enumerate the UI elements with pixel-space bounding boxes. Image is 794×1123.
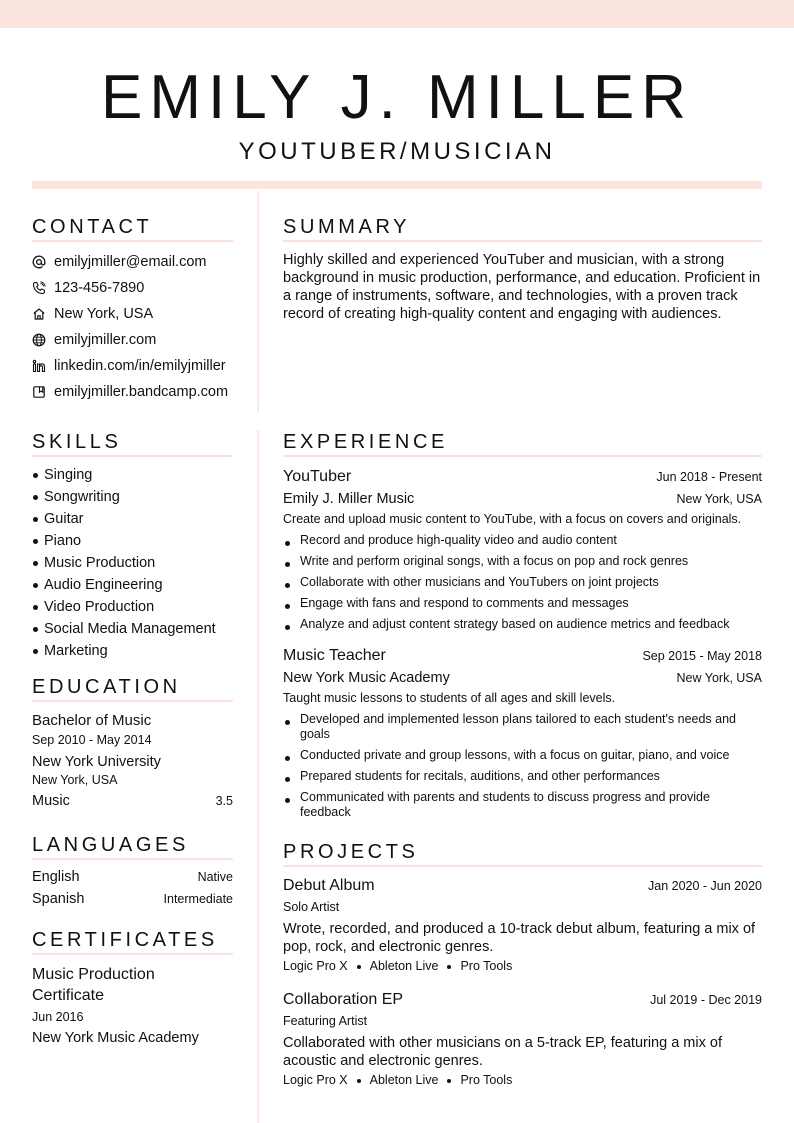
languages-title: LANGUAGES xyxy=(32,833,233,860)
skill-item: Social Media Management xyxy=(32,618,233,640)
job-bullet: Record and produce high-quality video and audio content xyxy=(283,533,762,548)
job-dates: Jun 2018 - Present xyxy=(656,470,762,484)
job-bullet: Engage with fans and respond to comments and messages xyxy=(283,596,762,611)
job-location: New York, USA xyxy=(676,492,762,506)
job-description: Taught music lessons to students of all ages and skill levels. xyxy=(283,691,616,705)
contact-linkedin[interactable] xyxy=(32,353,233,379)
contact-bandcamp[interactable] xyxy=(32,379,233,405)
globe-icon xyxy=(32,333,46,347)
job-dates: Sep 2015 - May 2018 xyxy=(642,649,762,663)
education-degree: Bachelor of Music xyxy=(32,712,152,729)
job-bullet: Write and perform original songs, with a focus on pop and rock genres xyxy=(283,554,762,569)
job-company: Emily J. Miller Music xyxy=(283,491,415,507)
certificate-issuer: New York Music Academy xyxy=(32,1030,199,1046)
certificates-section xyxy=(32,928,233,1047)
contact-email[interactable] xyxy=(32,249,233,275)
skill-item: Audio Engineering xyxy=(32,574,233,596)
contact-email-text: emilyjmiller@email.com xyxy=(54,254,207,270)
job-title: Music Teacher xyxy=(283,647,386,664)
project-title: Debut Album xyxy=(283,877,375,894)
education-school: New York University xyxy=(32,754,161,770)
contact-location-text: New York, USA xyxy=(54,306,154,322)
project-role: Featuring Artist xyxy=(283,1014,368,1028)
summary-text: Highly skilled and experienced YouTuber and musician, with a strong background in music production, performance, and education. Proficient in a range of instruments, software, and technologies, with a proven track record of creating high-quality content and engaging with audiences. xyxy=(283,252,761,322)
summary-title: SUMMARY xyxy=(283,215,762,242)
experience-entry xyxy=(283,466,762,632)
job-bullet: Communicated with parents and students to discuss progress and provide feedback xyxy=(283,790,762,820)
tool-tag: Logic Pro X xyxy=(283,959,348,973)
education-section xyxy=(32,675,233,811)
skill-item: Singing xyxy=(32,464,233,486)
contact-title: CONTACT xyxy=(32,215,233,242)
at-icon xyxy=(32,255,46,269)
summary-section xyxy=(283,215,762,323)
tool-tag: Logic Pro X xyxy=(283,1073,348,1087)
bandcamp-icon xyxy=(32,385,46,399)
project-tools xyxy=(283,1072,762,1089)
job-description: Create and upload music content to YouTube, with a focus on covers and originals. xyxy=(283,512,742,526)
resume-role: YOUTUBER/MUSICIAN xyxy=(238,138,556,165)
languages-section xyxy=(32,833,233,912)
job-title: YouTuber xyxy=(283,468,352,485)
resume-name: EMILY J. MILLER xyxy=(101,63,693,132)
experience-entry xyxy=(283,645,762,820)
project-tools xyxy=(283,958,762,975)
language-row: Spanish Intermediate xyxy=(32,891,233,907)
education-dates: Sep 2010 - May 2014 xyxy=(32,733,152,747)
skill-item: Guitar xyxy=(32,508,233,530)
phone-icon xyxy=(32,281,46,295)
project-dates: Jan 2020 - Jun 2020 xyxy=(648,879,762,893)
contact-phone-text: 123-456-7890 xyxy=(54,280,145,296)
job-bullet: Developed and implemented lesson plans tailored to each student's needs and goals xyxy=(283,712,762,742)
experience-title: EXPERIENCE xyxy=(283,430,762,457)
job-bullet: Collaborate with other musicians and YouTubers on joint projects xyxy=(283,575,762,590)
tool-tag: Ableton Live xyxy=(369,1073,439,1087)
job-bullet: Prepared students for recitals, auditions, and other performances xyxy=(283,769,762,784)
tool-tag: Pro Tools xyxy=(460,1073,513,1087)
project-entry xyxy=(283,989,762,1089)
tool-tag: Ableton Live xyxy=(369,959,439,973)
job-company: New York Music Academy xyxy=(283,670,450,686)
home-icon xyxy=(32,307,46,321)
contact-phone[interactable] xyxy=(32,275,233,301)
skill-item: Piano xyxy=(32,530,233,552)
project-role: Solo Artist xyxy=(283,900,340,914)
language-row: English Native xyxy=(32,869,233,885)
contact-linkedin-text: linkedin.com/in/emilyjmiller xyxy=(54,358,226,374)
skill-item: Video Production xyxy=(32,596,233,618)
skill-item: Songwriting xyxy=(32,486,233,508)
top-accent-band xyxy=(0,0,794,28)
education-field: Music xyxy=(32,793,70,809)
project-dates: Jul 2019 - Dec 2019 xyxy=(650,993,762,1007)
linkedin-icon xyxy=(32,359,46,373)
skill-item: Music Production xyxy=(32,552,233,574)
contact-location xyxy=(32,301,233,327)
job-bullet: Conducted private and group lessons, with a focus on guitar, piano, and voice xyxy=(283,748,762,763)
education-title: EDUCATION xyxy=(32,675,233,702)
skills-section xyxy=(32,430,233,662)
certificate-date: Jun 2016 xyxy=(32,1010,84,1024)
skill-item: Marketing xyxy=(32,640,233,662)
project-description: Collaborated with other musicians on a 5-track EP, featuring a mix of acoustic and electronic genres. xyxy=(283,1035,722,1069)
project-entry xyxy=(283,875,762,975)
certificate-name: Music Production Certificate xyxy=(32,966,155,1004)
contact-section xyxy=(32,215,233,405)
contact-website[interactable] xyxy=(32,327,233,353)
skills-title: SKILLS xyxy=(32,430,233,457)
experience-section xyxy=(283,430,762,826)
contact-bandcamp-text: emilyjmiller.bandcamp.com xyxy=(54,384,229,400)
education-gpa: 3.5 xyxy=(215,794,233,808)
education-location: New York, USA xyxy=(32,773,118,787)
certificates-title: CERTIFICATES xyxy=(32,928,233,955)
header-divider xyxy=(32,181,762,189)
project-title: Collaboration EP xyxy=(283,991,404,1008)
tool-tag: Pro Tools xyxy=(460,959,513,973)
column-divider-bottom xyxy=(257,430,259,1123)
contact-website-text: emilyjmiller.com xyxy=(54,332,157,348)
column-divider-top xyxy=(257,191,259,413)
projects-section xyxy=(283,840,762,1089)
job-location: New York, USA xyxy=(676,671,762,685)
projects-title: PROJECTS xyxy=(283,840,762,867)
job-bullet: Analyze and adjust content strategy based on audience metrics and feedback xyxy=(283,617,762,632)
project-description: Wrote, recorded, and produced a 10-track debut album, featuring a mix of pop, rock, and electronic genres. xyxy=(283,921,756,955)
